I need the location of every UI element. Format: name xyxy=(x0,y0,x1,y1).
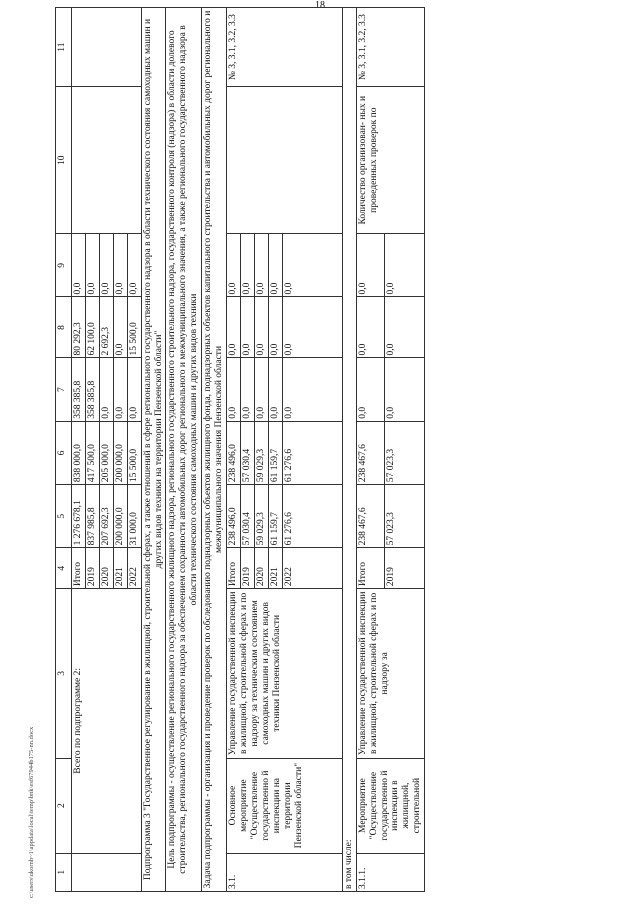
col-header: 1 xyxy=(56,853,72,891)
value-cell: 2 692,3 xyxy=(99,297,113,358)
value-cell: 0,0 xyxy=(268,297,282,358)
value-cell: 61 159,7 xyxy=(268,485,282,548)
col-header: 3 xyxy=(56,589,72,759)
subprogram-task: Задача подпрограммы - организация и проведение проверок по обследованию поднадзорных объектов жилищного фонда, поднадзорных объектов капитального строительства и автомобильных дорог регионального и межмуниципального значения Пензенской области xyxy=(202,8,227,892)
col-header: 11 xyxy=(56,8,72,87)
value-cell: 0,0 xyxy=(254,234,268,297)
value-cell: 57 030,4 xyxy=(240,421,254,484)
value-cell: 0,0 xyxy=(85,234,99,297)
year-cell: 2019 xyxy=(385,548,425,589)
value-cell: 238 467,6 xyxy=(356,485,385,548)
value-cell: 838 000,0 xyxy=(72,421,86,484)
value-cell: 0,0 xyxy=(268,358,282,421)
value-cell: 0,0 xyxy=(254,358,268,421)
year-cell: Итого xyxy=(356,548,385,589)
budget-table xyxy=(55,7,425,892)
value-cell: 200 000,0 xyxy=(113,485,127,548)
row-number: 3.1. xyxy=(227,853,343,891)
value-cell: 238 467,6 xyxy=(356,421,385,484)
year-cell: 2021 xyxy=(113,548,127,589)
table-cell xyxy=(72,87,142,234)
year-cell: 2022 xyxy=(127,548,141,589)
value-cell: 0,0 xyxy=(240,234,254,297)
year-cell: 2020 xyxy=(254,548,268,589)
value-cell: 57 030,4 xyxy=(240,485,254,548)
measure-name: Мероприятие "Осуществление государственно й инспекции в жилищной, строительной xyxy=(356,758,425,853)
section-row xyxy=(202,8,227,892)
col-header: 5 xyxy=(56,485,72,548)
year-cell: 2020 xyxy=(99,548,113,589)
value-cell: 0,0 xyxy=(113,297,127,358)
value-cell: 0,0 xyxy=(356,297,385,358)
value-cell: 59 029,3 xyxy=(254,421,268,484)
value-cell: 15 500,0 xyxy=(127,421,141,484)
value-cell: 0,0 xyxy=(282,234,342,297)
value-cell: 57 023,3 xyxy=(385,421,425,484)
value-cell: 0,0 xyxy=(99,234,113,297)
value-cell: 0,0 xyxy=(240,297,254,358)
section-row xyxy=(166,8,202,892)
subprogram-3-title: Подпрограмма 3 "Государственное регулирование в жилищной, строительной сферах, а также отношений в сфере регионального государственного надзора в области технического состояния самоходных машин и других видов техники на территории Пензенской области" xyxy=(141,8,166,892)
value-cell: 358 385,8 xyxy=(72,358,86,421)
table-row xyxy=(342,8,356,892)
value-cell: 0,0 xyxy=(282,297,342,358)
indicator-ref: № 3, 3.1, 3.2, 3.3 xyxy=(227,8,343,87)
value-cell: 0,0 xyxy=(356,358,385,421)
value-cell: 0,0 xyxy=(227,234,241,297)
value-cell: 0,0 xyxy=(113,234,127,297)
table-row xyxy=(72,8,86,892)
value-cell: 59 029,3 xyxy=(254,485,268,548)
value-cell: 0,0 xyxy=(356,234,385,297)
value-cell: 358 385,8 xyxy=(85,358,99,421)
value-cell: 200 000,0 xyxy=(113,421,127,484)
col-header: 9 xyxy=(56,234,72,297)
measure-name: Основное мероприятие "Осуществление государственно й инспекции на территории Пензенской области" xyxy=(227,758,343,853)
table-cell xyxy=(72,8,142,87)
col-header: 7 xyxy=(56,358,72,421)
footer-file-path: c:\users\ukornb~1\appdata\local\temp\bnk\esf67944b175-nn.docx xyxy=(28,726,35,898)
col-header: 10 xyxy=(56,87,72,234)
value-cell: 0,0 xyxy=(385,358,425,421)
col-header: 8 xyxy=(56,297,72,358)
value-cell: 0,0 xyxy=(99,358,113,421)
value-cell: 57 023,3 xyxy=(385,485,425,548)
value-cell: 837 985,8 xyxy=(85,485,99,548)
value-cell: 61 276,6 xyxy=(282,485,342,548)
year-cell: 2022 xyxy=(282,548,342,589)
value-cell: 0,0 xyxy=(385,297,425,358)
value-cell: 0,0 xyxy=(227,297,241,358)
value-cell: 0,0 xyxy=(240,358,254,421)
column-number-row xyxy=(56,8,72,892)
indicator-description: Количество организован- ных и проведенных проверок по xyxy=(356,87,425,234)
value-cell: 31 000,0 xyxy=(127,485,141,548)
row-number: 3.1.1. xyxy=(356,853,425,891)
value-cell: 80 292,3 xyxy=(72,297,86,358)
value-cell: 0,0 xyxy=(268,234,282,297)
value-cell: 61 159,7 xyxy=(268,421,282,484)
value-cell: 238 496,0 xyxy=(227,421,241,484)
value-cell: 0,0 xyxy=(113,358,127,421)
value-cell: 62 100,0 xyxy=(85,297,99,358)
year-cell: 2021 xyxy=(268,548,282,589)
value-cell: 0,0 xyxy=(282,358,342,421)
value-cell: 205 000,0 xyxy=(99,421,113,484)
value-cell: 15 500,0 xyxy=(127,297,141,358)
table-row xyxy=(227,8,241,892)
col-header: 4 xyxy=(56,548,72,589)
section-row xyxy=(141,8,166,892)
table-cell xyxy=(72,853,142,891)
value-cell: 0,0 xyxy=(127,234,141,297)
value-cell: 238 496,0 xyxy=(227,485,241,548)
value-cell: 61 276,6 xyxy=(282,421,342,484)
col-header: 6 xyxy=(56,421,72,484)
value-cell: 0,0 xyxy=(385,234,425,297)
executor: Управление государственной инспекции в жилищной, строительной сферах и по надзору за xyxy=(356,589,425,759)
value-cell: 0,0 xyxy=(127,358,141,421)
rotated-page-content xyxy=(55,7,625,892)
value-cell: 207 692,3 xyxy=(99,485,113,548)
inclusive-label: в том числе: xyxy=(342,8,356,892)
col-header: 2 xyxy=(56,758,72,853)
year-cell: 2019 xyxy=(240,548,254,589)
subprogram-goal: Цель подпрограммы - осуществление регионального государственного жилищного надзора, регионального государственного строительного надзора, государственного контроля (надзора) в области долевого строительства, регионального государственного надзора за обеспечением сохранности автомобильных дорог регионального и межмуниципального значения, а также регионального государственного надзора в области технического состояния самоходных машин и других видов техники xyxy=(166,8,202,892)
year-cell: Итого xyxy=(227,548,241,589)
executor: Управление государственной инспекции в жилищной, строительной сферах и по надзору за техническим состоянием самоходных машин и других видов техники Пензенской области xyxy=(227,589,343,759)
table-row xyxy=(356,8,385,892)
year-cell: Итого xyxy=(72,548,86,589)
page-number: 18 xyxy=(315,0,325,11)
year-cell: 2019 xyxy=(85,548,99,589)
table-cell xyxy=(227,87,343,234)
indicator-ref: № 3, 3.1, 3.2, 3.3 xyxy=(356,8,425,87)
total-label: Всего по подпрограмме 2: xyxy=(72,589,142,854)
value-cell: 0,0 xyxy=(227,358,241,421)
value-cell: 1 276 678,1 xyxy=(72,485,86,548)
value-cell: 0,0 xyxy=(254,297,268,358)
value-cell: 0,0 xyxy=(72,234,86,297)
value-cell: 417 500,0 xyxy=(85,421,99,484)
